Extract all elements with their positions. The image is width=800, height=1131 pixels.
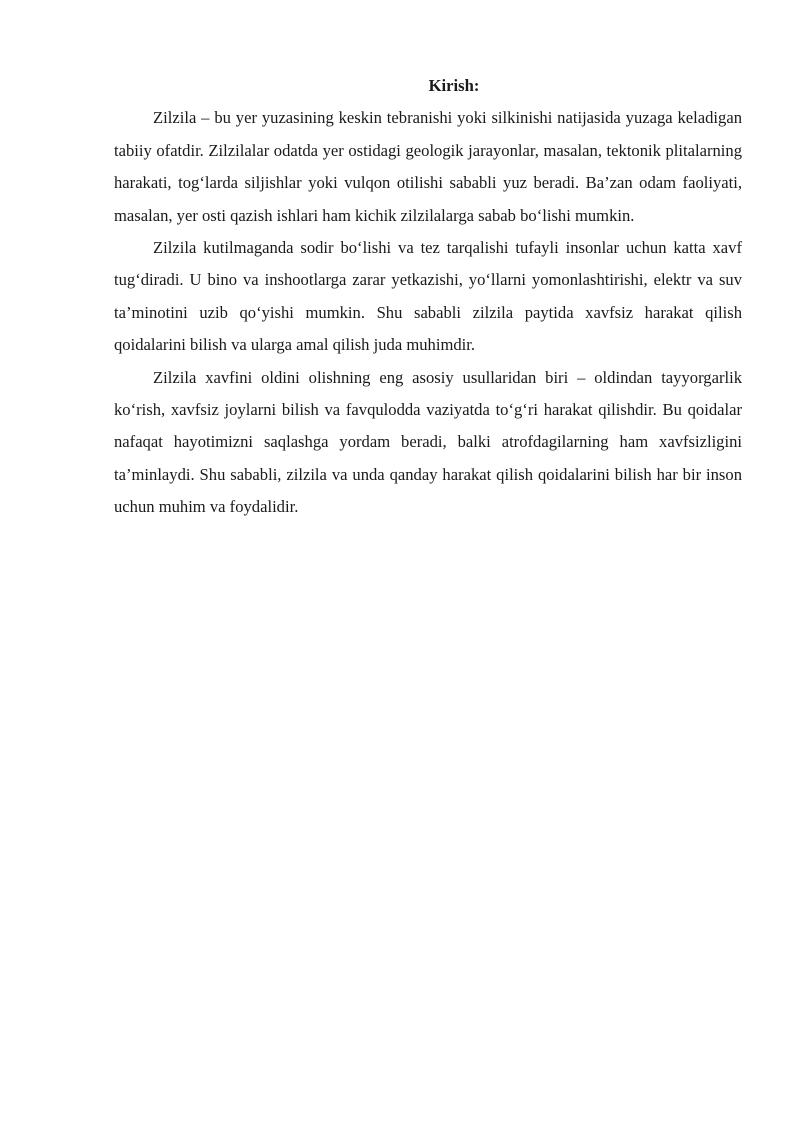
paragraph-3: Zilzila xavfini oldini olishning eng asosiy usullaridan biri – oldindan tayyorgarlik ko‘rish, xavfsiz joylarni bilish va favqulodda vaziyatda to‘g‘ri harakat qilishdir. Bu qoidalar nafaqat hayotimizni saqlashga yordam beradi, balki atrofdagilarning ham xavfsizligini ta’minlaydi. Shu sababli, zilzila va unda qanday harakat qilish qoidalarini bilish har bir inson uchun muhim va foydalidir. [114, 367, 742, 517]
paragraph-1: Zilzila – bu yer yuzasining keskin tebranishi yoki silkinishi natijasida yuzaga keladigan tabiiy ofatdir. Zilzilalar odatda yer ostidagi geologik jarayonlar, masalan, tektonik plitalarning harakati, tog‘larda siljishlar yoki vulqon otilishi sababli yuz beradi. Ba’zan odam faoliyati, masalan, yer osti qazish ishlari ham kichik zilzilalarga sabab bo‘lishi mumkin. [114, 108, 742, 225]
document-body [114, 70, 742, 524]
paragraph-2: Zilzila kutilmaganda sodir bo‘lishi va tez tarqalishi tufayli insonlar uchun katta xavf tug‘diradi. U bino va inshootlarga zarar yetkazishi, yo‘llarni yomonlashtirishi, elektr va suv ta’minotini uzib qo‘yishi mumkin. Shu sababli zilzila paytida xavfsiz harakat qilish qoidalarini bilish va ularga amal qilish juda muhimdir. [114, 238, 742, 355]
section-title: Kirish: [428, 76, 480, 95]
